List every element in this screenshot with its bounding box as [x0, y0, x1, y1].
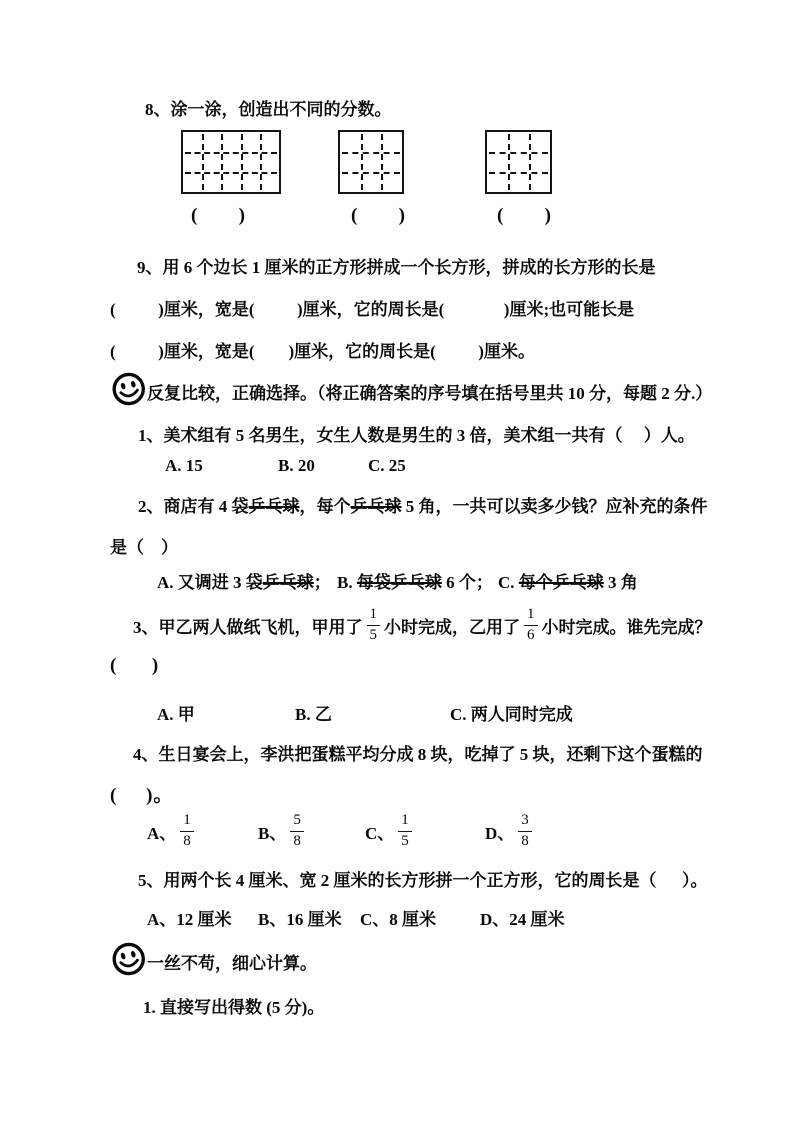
option-c: C. 每个乒乓球 3 角 [498, 573, 638, 592]
question-2-options [110, 568, 760, 592]
question-3-answer-blank: ( ) [110, 655, 160, 676]
option-a: A、 $\frac{1}{8}$ [147, 806, 198, 856]
section-choice-title: 反复比较，正确选择。（将正确答案的序号填在括号里共 10 分，每题 2 分.） [147, 384, 713, 403]
option-c: C、 $\frac{1}{5}$ [365, 806, 416, 856]
option-a: A. 又调进 3 袋乒乓球； [157, 573, 331, 592]
fraction: $\frac{1}{6}$ [524, 606, 538, 644]
question-5-options [110, 905, 760, 929]
question-2-line-2: 是（ ） [110, 538, 178, 557]
question-2-line-1: 2、商店有 4 袋乒乓球，每个乒乓球 5 角，一共可以卖多少钱？应补充的条件 [138, 497, 708, 516]
question-3-options [110, 700, 760, 724]
fraction: $\frac{3}{8}$ [518, 812, 532, 850]
question-1-options [110, 456, 683, 480]
fraction-grid-1 [181, 130, 281, 194]
fraction: $\frac{1}{5}$ [398, 812, 412, 850]
fraction-grid-3 [485, 130, 552, 194]
option-b: B. 每袋乒乓球 6 个； [337, 573, 493, 592]
question-4-options [110, 806, 760, 856]
struck-text: 乒乓球 [350, 497, 402, 516]
option-a: A. 15 [165, 456, 203, 475]
section-calc-header [111, 941, 317, 982]
question-4-line-2: ( )。 [110, 785, 174, 806]
option-b: B. 20 [278, 456, 315, 475]
option-a: A、12 厘米 [147, 910, 232, 929]
option-b: B、 $\frac{5}{8}$ [258, 806, 308, 856]
section-calc-title: 一丝不苟，细心计算。 [147, 954, 317, 973]
option-c: C. 两人同时完成 [450, 705, 573, 724]
question-8-title: 8、涂一涂，创造出不同的分数。 [145, 100, 392, 119]
question-5-text: 5、用两个长 4 厘米、宽 2 厘米的长方形拼一个正方形，它的周长是（ ）。 [138, 871, 708, 890]
struck-text: 乒乓球 [248, 497, 300, 516]
fraction: $\frac{1}{5}$ [367, 606, 381, 644]
answer-blank-grid-2: ( ) [351, 205, 406, 226]
fraction: $\frac{5}{8}$ [290, 812, 304, 850]
answer-blank-grid-3: ( ) [497, 205, 552, 226]
smiley-icon [109, 369, 149, 414]
option-b: B、16 厘米 [258, 910, 342, 929]
fraction-grid-2 [338, 130, 404, 194]
question-9-line-3: ( )厘米，宽是( )厘米，它的周长是( )厘米。 [110, 342, 535, 361]
question-4-line-1: 4、生日宴会上，李洪把蛋糕平均分成 8 块，吃掉了 5 块，还剩下这个蛋糕的 [133, 745, 703, 764]
option-d: D、 $\frac{3}{8}$ [485, 806, 536, 856]
question-9-line-2: ( )厘米，宽是( )厘米，它的周长是( )厘米;也可能长是 [110, 300, 635, 319]
section-choice-header [111, 371, 712, 412]
option-c: C. 25 [368, 456, 406, 475]
option-a: A. 甲 [157, 705, 195, 724]
question-3-text: 3、甲乙两人做纸飞机，甲用了 $\frac{1}{5}$ 小时完成，乙用了 $\frac{1}{6}$ 小时完成。谁先完成？ [133, 606, 712, 643]
smiley-icon [109, 939, 149, 984]
question-9-line-1: 9、用 6 个边长 1 厘米的正方形拼成一个长方形，拼成的长方形的长是 [137, 258, 656, 277]
option-c: C、8 厘米 [360, 910, 437, 929]
question-1-text: 1、美术组有 5 名男生，女生人数是男生的 3 倍，美术组一共有（ ）人。 [138, 426, 695, 445]
answer-blank-grid-1: ( ) [191, 205, 246, 226]
option-b: B. 乙 [295, 705, 332, 724]
option-d: D、24 厘米 [480, 910, 565, 929]
calc-item-1: 1. 直接写出得数 (5 分)。 [143, 998, 325, 1017]
fraction: $\frac{1}{8}$ [180, 812, 194, 850]
